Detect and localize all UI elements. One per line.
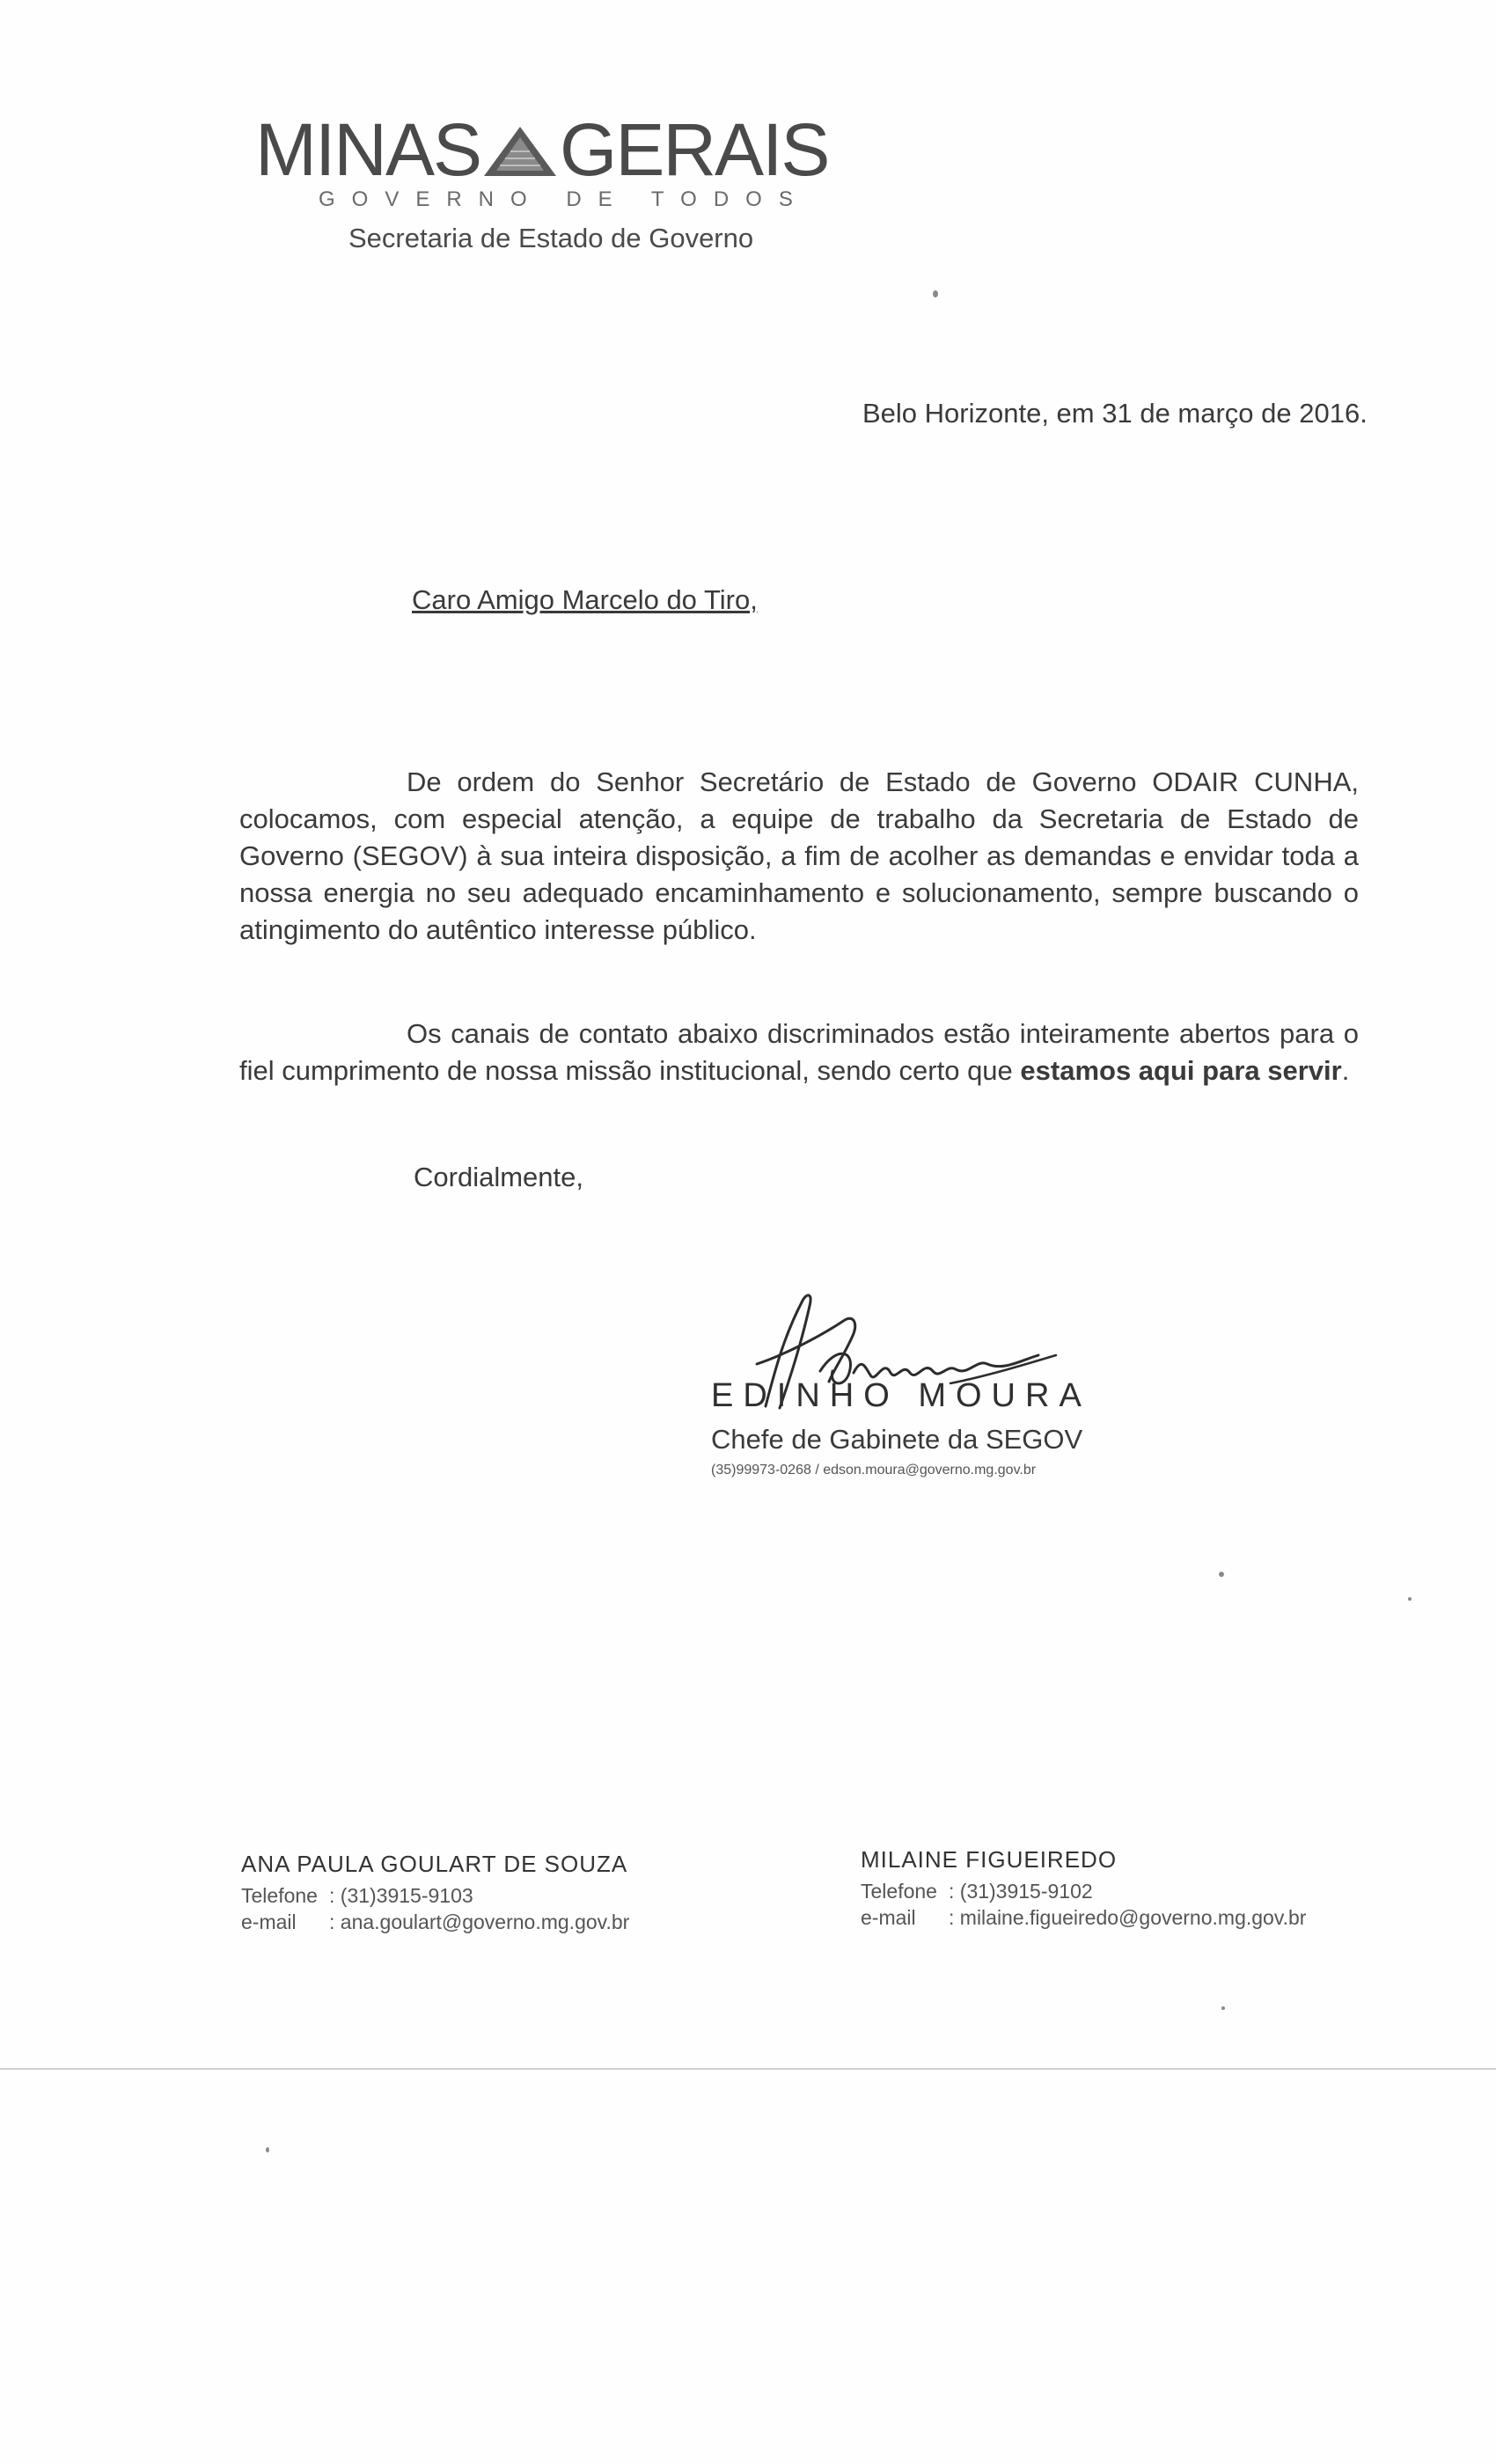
scan-speck [1221,2006,1225,2010]
paragraph-1-text: De ordem do Senhor Secretário de Estado de Governo ODAIR CUNHA, colocamos, com especial atenção, a equipe de trabalho da Secretaria de Estado de Governo (SEGOV) à sua inteira disposição, a fim de acolher as demandas e envidar toda a nossa energia no seu adequado encaminhamento e solucionamento, sempre buscando o atingimento do autêntico interesse público. [239,766,1359,945]
paragraph-2-end: . [1341,1055,1350,1086]
letterhead-logo [255,108,829,191]
body-paragraph-1 [239,764,1359,949]
logo-word-gerais: GERAIS [560,108,829,191]
salutation: Caro Amigo Marcelo do Tiro, [412,584,758,615]
email-label: e-mail [241,1910,297,1933]
paragraph-2-text: Os canais de contato abaixo discriminados estão inteiramente abertos para o fiel cumprimento de nossa missão institucional, sendo certo que [239,1018,1359,1086]
contact-card-2 [861,1846,1306,1931]
scan-speck [1219,1572,1224,1577]
contact-email-row [241,1909,629,1935]
logo-word-minas: MINAS [255,108,481,191]
contact-phone-row [861,1878,1306,1904]
email-label: e-mail [861,1906,916,1929]
scan-speck [1408,1597,1412,1601]
scan-speck [933,290,938,297]
contact-name: ANA PAULA GOULART DE SOUZA [241,1851,628,1877]
closing: Cordialmente, [414,1162,583,1192]
phone-value: : (31)3915-9103 [329,1884,473,1907]
phone-value: : (31)3915-9102 [949,1880,1093,1903]
body-paragraph-2 [239,1016,1359,1089]
signer-contact: (35)99973-0268 / edson.moura@governo.mg.gov.br [711,1463,1037,1478]
department-name: Secretaria de Estado de Governo [348,223,754,253]
page-edge-line [0,2068,1496,2070]
paragraph-2-emphasis: estamos aqui para servir [1020,1055,1342,1086]
contact-name: MILAINE FIGUEIREDO [861,1846,1118,1873]
contact-email-row [861,1904,1306,1931]
phone-label: Telefone [861,1880,937,1903]
triangle-emblem-icon [482,125,558,178]
date-line: Belo Horizonte, em 31 de março de 2016. [862,398,1368,429]
email-value: : milaine.figueiredo@governo.mg.gov.br [949,1906,1307,1929]
contact-card-1 [241,1851,629,1935]
scan-speck [266,2147,269,2152]
email-value: : ana.goulart@governo.mg.gov.br [329,1910,630,1933]
logo-tagline: GOVERNO DE TODOS [319,187,810,211]
signer-name: EDINHO MOURA [711,1377,1091,1414]
phone-label: Telefone [241,1884,318,1907]
contact-phone-row [241,1882,629,1909]
signer-role: Chefe de Gabinete da SEGOV [711,1424,1083,1455]
